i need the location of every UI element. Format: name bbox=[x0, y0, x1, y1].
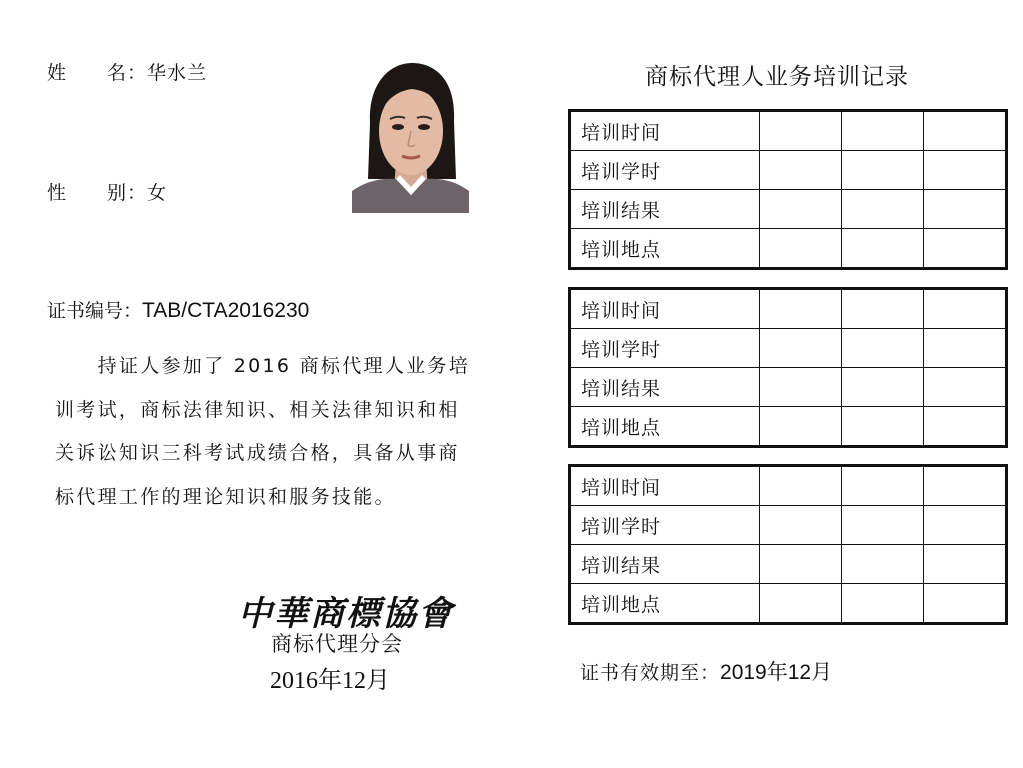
training-record-table-3 bbox=[568, 464, 1008, 625]
table-row bbox=[570, 368, 1007, 407]
table-cell bbox=[760, 289, 842, 329]
table-cell bbox=[842, 368, 924, 407]
table-cell bbox=[924, 229, 1007, 269]
table-cell bbox=[760, 151, 842, 190]
table-row bbox=[570, 466, 1007, 506]
table-cell bbox=[842, 151, 924, 190]
validity-label: 证书有效期至： bbox=[580, 662, 721, 684]
row-label: 培训学时 bbox=[570, 329, 760, 368]
training-record-table-1 bbox=[568, 109, 1008, 270]
row-label: 培训结果 bbox=[570, 190, 760, 229]
table-cell bbox=[842, 190, 924, 229]
training-record-title: 商标代理人业务培训记录 bbox=[645, 64, 909, 90]
statement-line: 关诉讼知识三科考试成绩合格，具备从事商 bbox=[55, 442, 460, 464]
table-row bbox=[570, 151, 1007, 190]
table-cell bbox=[760, 229, 842, 269]
table-cell bbox=[760, 329, 842, 368]
row-label: 培训学时 bbox=[570, 506, 760, 545]
statement-line: 训考试，商标法律知识、相关法律知识和相 bbox=[55, 398, 460, 421]
table-row bbox=[570, 545, 1007, 584]
row-label: 培训结果 bbox=[570, 368, 760, 407]
table-cell bbox=[924, 466, 1007, 506]
table-cell bbox=[760, 407, 842, 447]
row-label: 培训时间 bbox=[570, 111, 760, 151]
table-cell bbox=[760, 545, 842, 584]
table-row bbox=[570, 111, 1007, 151]
table-cell bbox=[760, 584, 842, 624]
row-label: 培训地点 bbox=[570, 407, 760, 447]
row-label: 培训时间 bbox=[570, 466, 760, 506]
gender-label: 性 别： bbox=[47, 182, 148, 204]
name-value: 华水兰 bbox=[147, 62, 208, 84]
row-label: 培训时间 bbox=[570, 289, 760, 329]
table-cell bbox=[842, 407, 924, 447]
certificate-number-label: 证书编号： bbox=[47, 300, 143, 322]
row-label: 培训地点 bbox=[570, 229, 760, 269]
certificate-statement bbox=[55, 345, 515, 519]
table-cell bbox=[924, 368, 1007, 407]
gender-value: 女 bbox=[147, 182, 168, 204]
table-cell bbox=[842, 329, 924, 368]
table-cell bbox=[760, 190, 842, 229]
issue-date: 2016年12月 bbox=[270, 668, 390, 694]
table-cell bbox=[924, 506, 1007, 545]
table-cell bbox=[842, 506, 924, 545]
table-cell bbox=[924, 329, 1007, 368]
table-cell bbox=[842, 111, 924, 151]
statement-line: 标代理工作的理论知识和服务技能。 bbox=[55, 485, 396, 508]
table-row bbox=[570, 229, 1007, 269]
validity-value: 2019年12月 bbox=[720, 661, 833, 684]
table-cell bbox=[842, 466, 924, 506]
table-cell bbox=[842, 584, 924, 624]
certificate-number-value: TAB/CTA2016230 bbox=[142, 299, 310, 322]
table-cell bbox=[924, 190, 1007, 229]
certificate-number bbox=[47, 296, 309, 323]
validity-period bbox=[580, 656, 832, 686]
table-row bbox=[570, 506, 1007, 545]
table-cell bbox=[924, 407, 1007, 447]
table-cell bbox=[760, 111, 842, 151]
table-cell bbox=[924, 289, 1007, 329]
table-row bbox=[570, 289, 1007, 329]
table-row bbox=[570, 190, 1007, 229]
table-cell bbox=[842, 289, 924, 329]
training-record-table-2 bbox=[568, 287, 1008, 448]
name-field bbox=[47, 58, 207, 85]
gender-field bbox=[47, 178, 167, 205]
table-cell bbox=[924, 545, 1007, 584]
issuer-calligraphy: 中華商標協會 bbox=[238, 594, 454, 634]
name-label: 姓 名： bbox=[47, 62, 148, 84]
holder-photo bbox=[352, 61, 469, 213]
table-cell bbox=[924, 584, 1007, 624]
statement-line: 持证人参加了 2016 商标代理人业务培 bbox=[55, 355, 471, 377]
table-row bbox=[570, 329, 1007, 368]
table-cell bbox=[924, 151, 1007, 190]
table-row bbox=[570, 584, 1007, 624]
table-cell bbox=[760, 368, 842, 407]
table-cell bbox=[924, 111, 1007, 151]
table-cell bbox=[760, 506, 842, 545]
row-label: 培训结果 bbox=[570, 545, 760, 584]
table-row bbox=[570, 407, 1007, 447]
table-cell bbox=[842, 545, 924, 584]
issuer-branch: 商标代理分会 bbox=[271, 632, 403, 656]
row-label: 培训地点 bbox=[570, 584, 760, 624]
row-label: 培训学时 bbox=[570, 151, 760, 190]
table-cell bbox=[760, 466, 842, 506]
table-cell bbox=[842, 229, 924, 269]
